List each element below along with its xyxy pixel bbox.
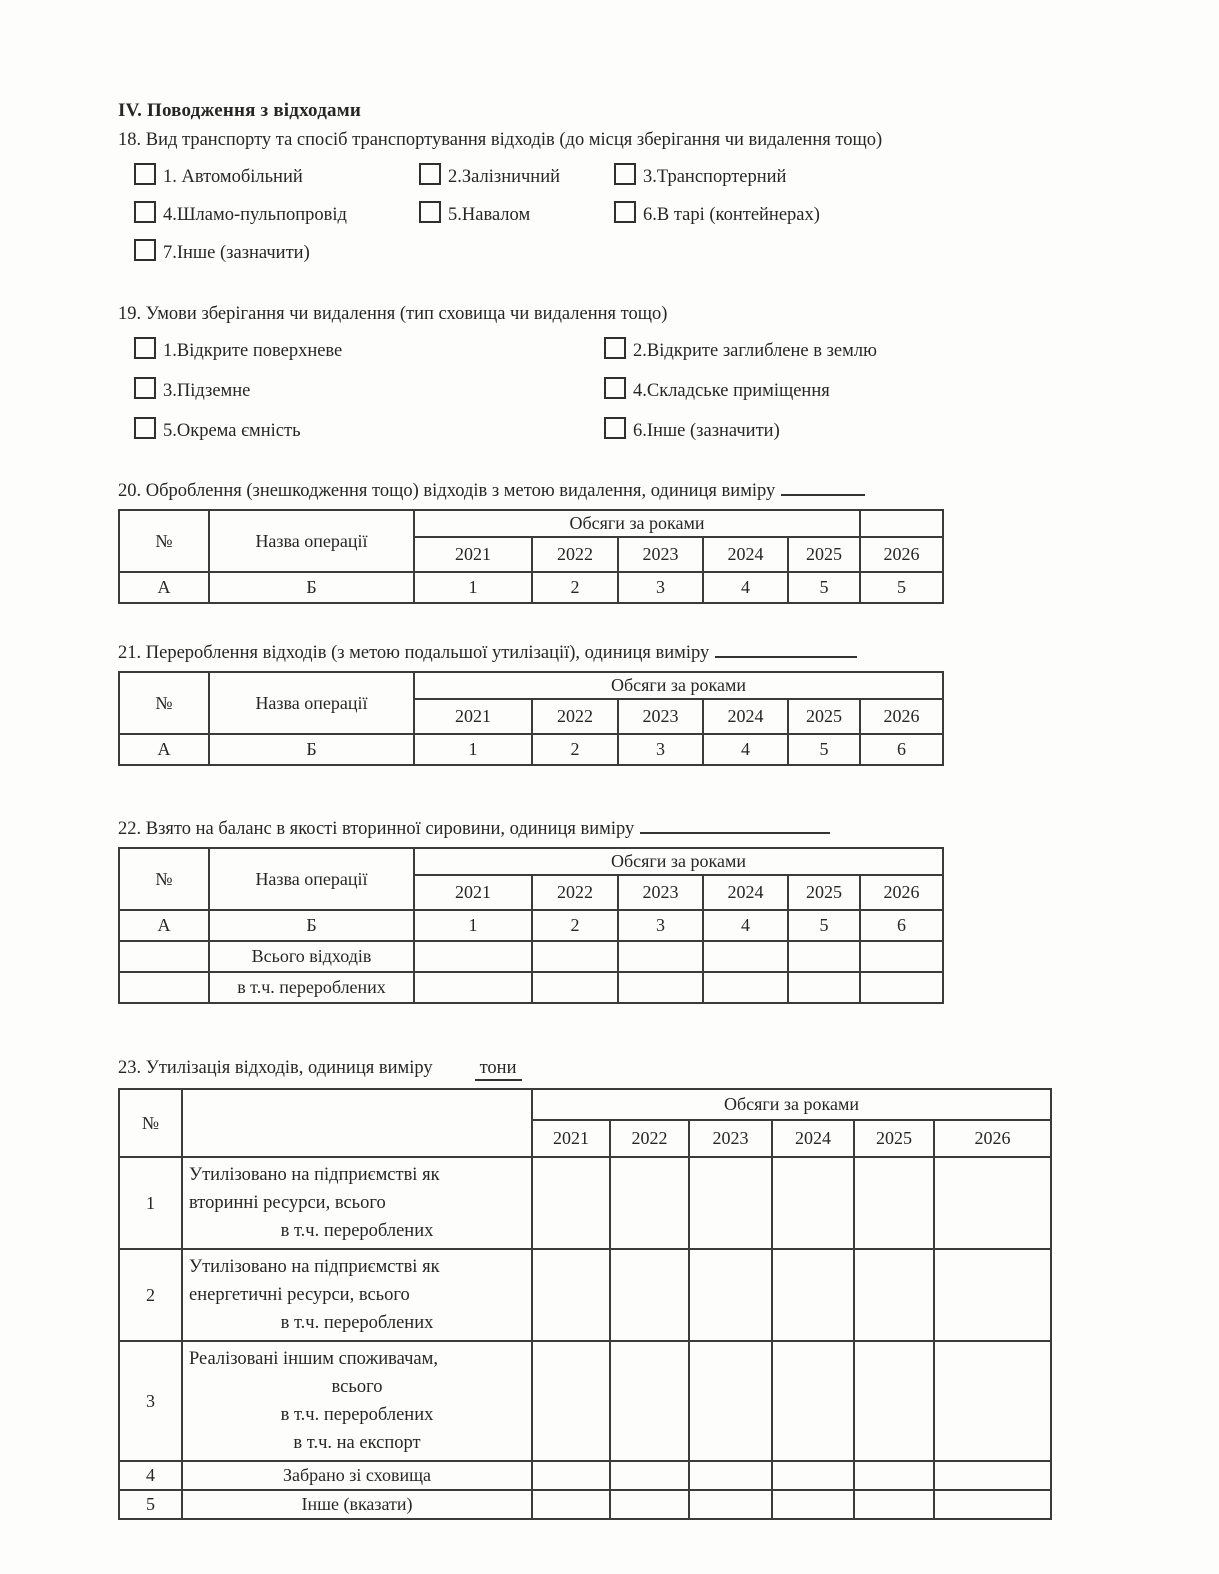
q23-empty-name-header bbox=[182, 1089, 532, 1157]
q23-row-1-name bbox=[182, 1157, 532, 1249]
q23-data-cell bbox=[532, 1249, 610, 1341]
checkbox-automobile[interactable] bbox=[134, 163, 156, 185]
q23-row-3-name bbox=[182, 1341, 532, 1461]
q20-year-header-2025: 2025 bbox=[788, 537, 860, 572]
q22-year-header-2022: 2022 bbox=[532, 875, 618, 910]
q23-data-cell bbox=[689, 1341, 772, 1461]
q20-label: 20. Оброблення (знешкодження тощо) відходів з метою видалення, одиниця виміру bbox=[118, 481, 776, 501]
q23-data-cell bbox=[854, 1461, 934, 1490]
q18-option-1 bbox=[134, 163, 419, 188]
q23-data-cell bbox=[854, 1157, 934, 1249]
q23-data-cell bbox=[610, 1490, 689, 1519]
form-content bbox=[118, 100, 1118, 1520]
q23-data-cell bbox=[772, 1341, 854, 1461]
q22-empty-no-cell bbox=[119, 941, 209, 972]
q23-row-3-line: в т.ч. перероблених bbox=[280, 1405, 434, 1425]
q21-code-cell: 2 bbox=[532, 734, 618, 765]
q18-option-7 bbox=[134, 239, 419, 264]
q22-data-cell bbox=[532, 972, 618, 1003]
checkbox-open-buried[interactable] bbox=[604, 337, 626, 359]
q18-label: 18. Вид транспорту та спосіб транспортування відходів (до місця зберігання чи видалення тощо) bbox=[118, 130, 883, 150]
q23-row-5-name: Інше (вказати) bbox=[182, 1490, 532, 1519]
q22-year-header-2023: 2023 bbox=[618, 875, 703, 910]
q23-data-cell bbox=[610, 1157, 689, 1249]
q22-data-cell bbox=[414, 941, 532, 972]
q21-col-header-no: № bbox=[119, 672, 209, 734]
q22-code-cell: 5 bbox=[788, 910, 860, 941]
q21-code-cell: 1 bbox=[414, 734, 532, 765]
q23-data-cell bbox=[934, 1341, 1051, 1461]
section-title: IV. Поводження з відходами bbox=[118, 100, 362, 121]
q23-row-2-line: енергетичні ресурси, всього bbox=[189, 1285, 410, 1305]
q21-code-cell: А bbox=[119, 734, 209, 765]
q19-option-1 bbox=[134, 337, 604, 362]
q21-code-cell: 6 bbox=[860, 734, 943, 765]
q23-year-header-2025: 2025 bbox=[854, 1120, 934, 1157]
q22-code-cell: 2 bbox=[532, 910, 618, 941]
q23-unit-value: тони bbox=[475, 1058, 522, 1081]
q23-data-cell bbox=[689, 1461, 772, 1490]
q22-year-header-2025: 2025 bbox=[788, 875, 860, 910]
q23-data-cell bbox=[532, 1157, 610, 1249]
q21-unit-blank bbox=[715, 640, 857, 658]
q22-col-header-name: Назва операції bbox=[209, 848, 414, 910]
spacer bbox=[118, 802, 1118, 816]
q22-code-cell: 4 bbox=[703, 910, 788, 941]
q20-code-cell: 2 bbox=[532, 572, 618, 603]
checkbox-underground[interactable] bbox=[134, 377, 156, 399]
q22-table bbox=[118, 847, 944, 1004]
q23-row-3-line: всього bbox=[331, 1377, 383, 1397]
q20-code-cell: 1 bbox=[414, 572, 532, 603]
q21-year-header-2021: 2021 bbox=[414, 699, 532, 734]
q23-data-cell bbox=[610, 1461, 689, 1490]
q20-year-header-2022: 2022 bbox=[532, 537, 618, 572]
q19-label: 19. Умови зберігання чи видалення (тип сховища чи видалення тощо) bbox=[118, 304, 668, 324]
q23-data-cell bbox=[532, 1461, 610, 1490]
q18-option-5 bbox=[419, 201, 614, 226]
q20-table bbox=[118, 509, 944, 604]
q22-code-cell: 3 bbox=[618, 910, 703, 941]
q20-title bbox=[118, 478, 1118, 502]
q19-option-2-label: 2.Відкрите заглиблене в землю bbox=[633, 341, 877, 361]
q23-year-header-2021: 2021 bbox=[532, 1120, 610, 1157]
q23-row-1-line: вторинні ресурси, всього bbox=[189, 1193, 386, 1213]
q19-options bbox=[134, 337, 1118, 442]
q19-option-5-label: 5.Окрема ємність bbox=[163, 421, 301, 441]
checkbox-bulk[interactable] bbox=[419, 201, 441, 223]
q21-table bbox=[118, 671, 944, 766]
q22-year-header-2026: 2026 bbox=[860, 875, 943, 910]
q21-title bbox=[118, 640, 1118, 664]
q23-data-cell bbox=[532, 1341, 610, 1461]
q23-row-2-name bbox=[182, 1249, 532, 1341]
q20-year-header-2026: 2026 bbox=[860, 537, 943, 572]
q23-year-header-2023: 2023 bbox=[689, 1120, 772, 1157]
q21-years-group-header: Обсяги за роками bbox=[414, 672, 943, 699]
q23-year-header-2022: 2022 bbox=[610, 1120, 689, 1157]
q22-empty-no-cell bbox=[119, 972, 209, 1003]
q19-option-6-label: 6.Інше (зазначити) bbox=[633, 421, 780, 441]
q22-label: 22. Взято на баланс в якості вторинної сировини, одиниця виміру bbox=[118, 819, 635, 839]
q22-code-cell: Б bbox=[209, 910, 414, 941]
q22-data-cell bbox=[414, 972, 532, 1003]
q23-data-cell bbox=[532, 1490, 610, 1519]
checkbox-other-transport[interactable] bbox=[134, 239, 156, 261]
q20-code-cell: А bbox=[119, 572, 209, 603]
q21-col-header-name: Назва операції bbox=[209, 672, 414, 734]
q20-empty-header-cell bbox=[860, 510, 943, 537]
q18-option-7-label: 7.Інше (зазначити) bbox=[163, 243, 310, 263]
q21-year-header-2022: 2022 bbox=[532, 699, 618, 734]
q18-option-3 bbox=[614, 163, 1118, 188]
q22-col-header-no: № bbox=[119, 848, 209, 910]
q22-data-cell bbox=[703, 972, 788, 1003]
q22-year-header-2021: 2021 bbox=[414, 875, 532, 910]
q23-data-cell bbox=[934, 1461, 1051, 1490]
q21-year-header-2024: 2024 bbox=[703, 699, 788, 734]
q21-code-cell: 4 bbox=[703, 734, 788, 765]
q23-row-2-line: Утилізовано на підприємстві як bbox=[189, 1257, 440, 1277]
q18-option-1-label: 1. Автомобільний bbox=[163, 167, 303, 187]
q23-col-header-no: № bbox=[119, 1089, 182, 1157]
q23-row-4-name: Забрано зі сховища bbox=[182, 1461, 532, 1490]
q22-data-cell bbox=[618, 972, 703, 1003]
q23-row-1-line: в т.ч. перероблених bbox=[280, 1221, 434, 1241]
q19-option-4-label: 4.Складське приміщення bbox=[633, 381, 830, 401]
q22-title bbox=[118, 816, 1118, 840]
q18-option-4-label: 4.Шламо-пульпопровід bbox=[163, 205, 347, 225]
q20-code-cell: 5 bbox=[860, 572, 943, 603]
q22-data-cell bbox=[788, 941, 860, 972]
q23-row-number: 1 bbox=[119, 1157, 182, 1249]
q20-code-cell: 5 bbox=[788, 572, 860, 603]
q18-option-2 bbox=[419, 163, 614, 188]
q18-option-2-label: 2.Залізничний bbox=[448, 167, 561, 187]
q21-code-cell: 3 bbox=[618, 734, 703, 765]
q23-row-3-line: Реалізовані іншим споживачам, bbox=[189, 1349, 438, 1369]
q20-code-cell: 4 bbox=[703, 572, 788, 603]
q23-data-cell bbox=[854, 1249, 934, 1341]
q23-data-cell bbox=[772, 1157, 854, 1249]
q21-code-cell: Б bbox=[209, 734, 414, 765]
q22-code-cell: А bbox=[119, 910, 209, 941]
q19-option-6 bbox=[604, 417, 1118, 442]
q23-data-cell bbox=[610, 1341, 689, 1461]
q22-row-total-label: Всього відходів bbox=[209, 941, 414, 972]
q20-year-header-2021: 2021 bbox=[414, 537, 532, 572]
q21-label: 21. Перероблення відходів (з метою подальшої утилізації), одиниця виміру bbox=[118, 643, 710, 663]
checkbox-warehouse[interactable] bbox=[604, 377, 626, 399]
q21-year-header-2025: 2025 bbox=[788, 699, 860, 734]
checkbox-separate-tank[interactable] bbox=[134, 417, 156, 439]
q23-label: 23. Утилізація відходів, одиниця виміру bbox=[118, 1058, 433, 1078]
spacer bbox=[118, 1040, 1118, 1058]
q18-option-4 bbox=[134, 201, 419, 226]
q20-year-header-2023: 2023 bbox=[618, 537, 703, 572]
checkbox-open-surface[interactable] bbox=[134, 337, 156, 359]
q22-data-cell bbox=[860, 941, 943, 972]
q23-data-cell bbox=[689, 1249, 772, 1341]
q20-col-header-name: Назва операції bbox=[209, 510, 414, 572]
checkbox-slurry-pipeline[interactable] bbox=[134, 201, 156, 223]
q19-option-3-label: 3.Підземне bbox=[163, 381, 251, 401]
q22-data-cell bbox=[532, 941, 618, 972]
q23-row-3-line: в т.ч. на експорт bbox=[293, 1433, 421, 1453]
q18-option-5-label: 5.Навалом bbox=[448, 205, 531, 225]
q22-data-cell bbox=[618, 941, 703, 972]
q23-data-cell bbox=[772, 1461, 854, 1490]
q23-title bbox=[118, 1058, 1118, 1081]
spacer bbox=[118, 456, 1118, 478]
q22-data-cell bbox=[788, 972, 860, 1003]
q23-data-cell bbox=[854, 1490, 934, 1519]
q23-data-cell bbox=[772, 1249, 854, 1341]
q23-data-cell bbox=[689, 1490, 772, 1519]
q22-year-header-2024: 2024 bbox=[703, 875, 788, 910]
q23-data-cell bbox=[934, 1157, 1051, 1249]
q22-row-incl-label: в т.ч. перероблених bbox=[209, 972, 414, 1003]
q23-data-cell bbox=[689, 1157, 772, 1249]
q23-row-number: 2 bbox=[119, 1249, 182, 1341]
q23-year-header-2024: 2024 bbox=[772, 1120, 854, 1157]
q23-row-2-line: в т.ч. перероблених bbox=[280, 1313, 434, 1333]
q20-unit-blank bbox=[781, 478, 865, 496]
q20-code-cell: 3 bbox=[618, 572, 703, 603]
q19-option-4 bbox=[604, 377, 1118, 402]
q23-year-header-2026: 2026 bbox=[934, 1120, 1051, 1157]
q18-options bbox=[134, 163, 1118, 264]
q23-table bbox=[118, 1088, 1052, 1520]
q23-data-cell bbox=[934, 1490, 1051, 1519]
q23-data-cell bbox=[772, 1490, 854, 1519]
checkbox-containers[interactable] bbox=[614, 201, 636, 223]
q22-data-cell bbox=[860, 972, 943, 1003]
q23-data-cell bbox=[934, 1249, 1051, 1341]
q23-row-1-line: Утилізовано на підприємстві як bbox=[189, 1165, 440, 1185]
q20-code-cell: Б bbox=[209, 572, 414, 603]
q19-option-2 bbox=[604, 337, 1118, 362]
q18-option-6 bbox=[614, 201, 1118, 226]
q19-option-5 bbox=[134, 417, 604, 442]
checkbox-other-storage[interactable] bbox=[604, 417, 626, 439]
q22-unit-blank bbox=[640, 816, 830, 834]
q22-data-cell bbox=[703, 941, 788, 972]
q23-data-cell bbox=[854, 1341, 934, 1461]
q22-code-cell: 1 bbox=[414, 910, 532, 941]
q22-code-cell: 6 bbox=[860, 910, 943, 941]
q21-year-header-2026: 2026 bbox=[860, 699, 943, 734]
q23-row-number: 3 bbox=[119, 1341, 182, 1461]
spacer bbox=[118, 278, 1118, 304]
q23-data-cell bbox=[610, 1249, 689, 1341]
q23-years-group-header: Обсяги за роками bbox=[532, 1089, 1051, 1120]
q23-row-number: 5 bbox=[119, 1490, 182, 1519]
q22-years-group-header: Обсяги за роками bbox=[414, 848, 943, 875]
q20-col-header-no: № bbox=[119, 510, 209, 572]
q20-year-header-2024: 2024 bbox=[703, 537, 788, 572]
q20-years-group-header: Обсяги за роками bbox=[414, 510, 860, 537]
q19-option-1-label: 1.Відкрите поверхневе bbox=[163, 341, 343, 361]
q18-option-6-label: 6.В тарі (контейнерах) bbox=[643, 205, 820, 225]
checkbox-conveyor[interactable] bbox=[614, 163, 636, 185]
q23-row-number: 4 bbox=[119, 1461, 182, 1490]
checkbox-railway[interactable] bbox=[419, 163, 441, 185]
q18-option-3-label: 3.Транспортерний bbox=[643, 167, 787, 187]
q21-year-header-2023: 2023 bbox=[618, 699, 703, 734]
q21-code-cell: 5 bbox=[788, 734, 860, 765]
q19-option-3 bbox=[134, 377, 604, 402]
